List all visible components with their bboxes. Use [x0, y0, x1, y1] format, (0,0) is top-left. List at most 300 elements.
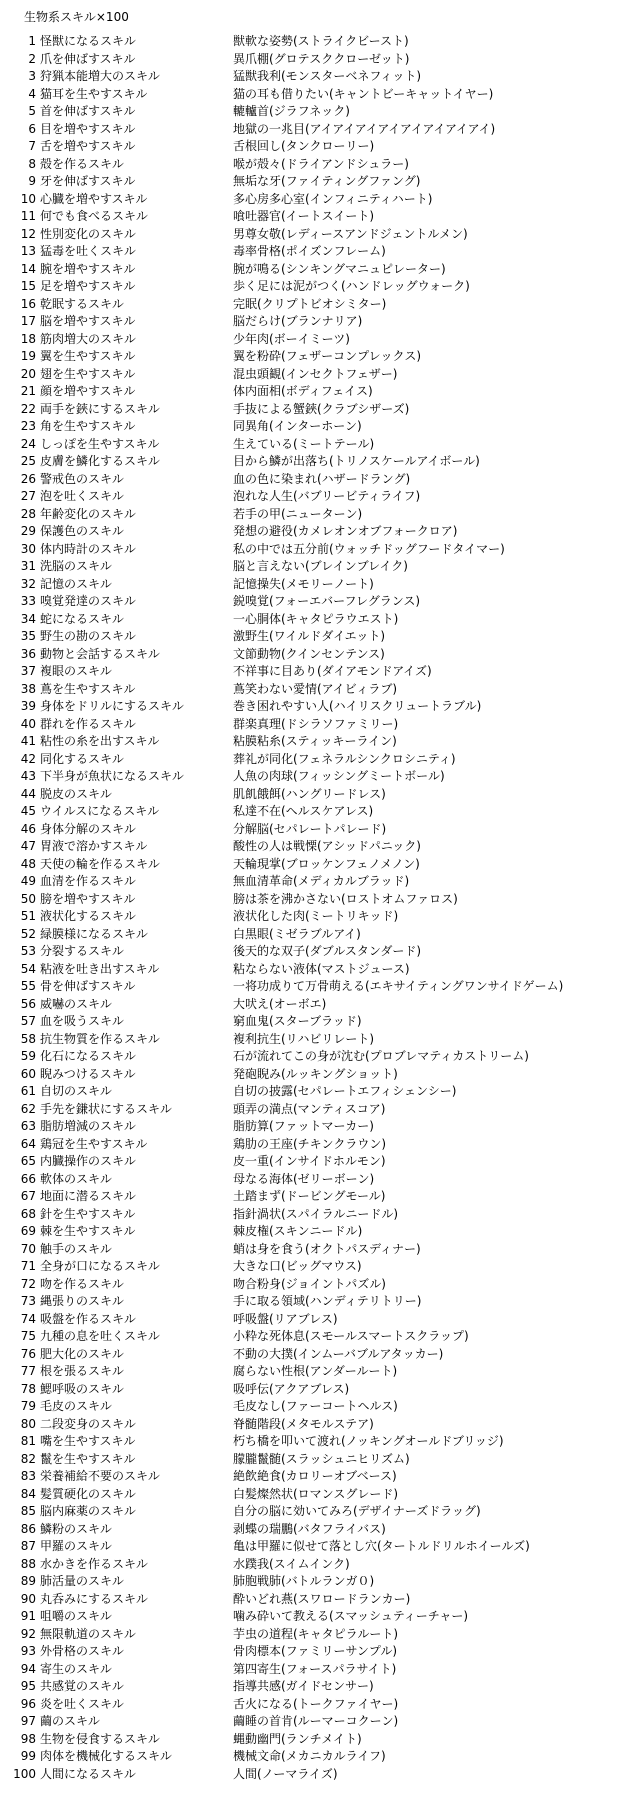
skill-row: [0, 1521, 640, 1539]
skill-row: [0, 611, 640, 629]
skill-row: [0, 628, 640, 646]
skill-description: 同化するスキル: [40, 751, 124, 766]
skill-number: 42: [20, 751, 36, 766]
skill-row: [0, 1346, 640, 1364]
skill-number: 61: [20, 1084, 36, 1098]
skill-description: 内臓操作のスキル: [40, 1154, 136, 1168]
skill-name: 肌飢餓餌(ハングリードレス): [233, 786, 386, 801]
skill-description: 複眼のスキル: [40, 664, 112, 678]
skill-number: 81: [20, 1434, 36, 1448]
skill-number: 57: [20, 1014, 36, 1028]
skill-row: [0, 1066, 640, 1084]
skill-name: 蔦笑わない愛情(アイビィラブ): [233, 681, 398, 696]
skill-name: 天輪現掌(ブロッケンフェノメノン): [233, 856, 420, 871]
skill-number: 85: [20, 1504, 36, 1518]
skill-name: 無血清革命(メディカルブラッド): [233, 874, 410, 888]
skill-description: 膀を増やすスキル: [40, 891, 136, 906]
skill-row: [0, 803, 640, 821]
skill-row: [0, 453, 640, 471]
skill-name: 一将功成りて万骨萌える(エキサイティングワンサイドゲーム): [233, 979, 564, 993]
skill-number: 33: [20, 594, 36, 608]
skill-name: 泡れな人生(バブリービティライフ): [233, 489, 421, 503]
skill-description: 共感覚のスキル: [40, 1679, 124, 1693]
skill-row: [0, 1661, 640, 1679]
skill-description: 自切のスキル: [40, 1084, 112, 1098]
skill-row: [0, 331, 640, 349]
skill-row: [0, 296, 640, 314]
skill-number: 68: [20, 1206, 36, 1221]
skill-description: 鰓呼吸のスキル: [40, 1381, 124, 1396]
skill-number: 49: [20, 874, 36, 888]
skill-number: 26: [20, 471, 36, 486]
skill-description: 首を伸ばすスキル: [40, 104, 136, 118]
skill-name: 朦朧鬣髄(スラッシュニヒリズム): [233, 1451, 410, 1466]
skill-name: 手に取る領域(ハンディテリトリー): [233, 1294, 422, 1308]
skill-row: [0, 488, 640, 506]
skill-number: 37: [20, 664, 36, 678]
skill-row: [0, 261, 640, 279]
skill-description: 翅を生やすスキル: [40, 366, 136, 381]
skill-number: 29: [20, 524, 36, 538]
skill-row: [0, 278, 640, 296]
skill-description: 緑膜様になるスキル: [40, 926, 148, 941]
skill-name: 骨肉標本(ファミリーサンプル): [233, 1644, 398, 1658]
skill-number: 52: [20, 926, 36, 941]
skill-description: 繭のスキル: [40, 1714, 100, 1728]
skill-description: 甲羅のスキル: [40, 1539, 112, 1553]
skill-description: 水かきを作るスキル: [40, 1556, 148, 1571]
skill-name: 男尊女敬(レディースアンドジェントルメン): [233, 226, 468, 241]
skill-name: 猫の耳も借りたい(キャントビーキャットイヤー): [233, 86, 494, 101]
skill-description: 地面に潜るスキル: [40, 1189, 136, 1203]
skill-row: [0, 1083, 640, 1101]
skill-number: 51: [20, 909, 36, 923]
skill-row: [0, 1153, 640, 1171]
skill-row: [0, 33, 640, 51]
skill-row: [0, 663, 640, 681]
skill-description: 下半身が魚状になるスキル: [40, 769, 184, 783]
skill-number: 6: [28, 121, 36, 136]
skill-row: [0, 1171, 640, 1189]
skill-name: 吸呼伝(アクアブレス): [233, 1381, 350, 1396]
skill-name: 轆轤首(ジラフネック): [233, 104, 350, 118]
skill-name: 噛み砕いて教える(スマッシュティーチャー): [233, 1609, 469, 1623]
skill-description: 人間になるスキル: [40, 1766, 136, 1781]
skill-description: 二段変身のスキル: [40, 1416, 136, 1431]
skill-number: 54: [20, 961, 36, 976]
skill-description: 身体分解のスキル: [40, 821, 136, 836]
skill-description: 分裂するスキル: [40, 944, 124, 958]
skill-name: 異爪棚(グロテスククローゼット): [233, 51, 410, 66]
skill-name: 無垢な牙(ファイティングファング): [233, 174, 421, 188]
skill-number: 25: [20, 454, 36, 468]
skill-description: 液状化するスキル: [40, 909, 136, 923]
skill-name: 母なる海体(ゼリーボーン): [233, 1171, 375, 1186]
skill-row: [0, 313, 640, 331]
skill-name: 大きな口(ビッグマウス): [233, 1259, 362, 1273]
skill-description: 両手を鋏にするスキル: [40, 401, 160, 416]
skill-number: 34: [20, 611, 36, 626]
skill-description: 触手のスキル: [40, 1241, 112, 1256]
skill-description: 群れを作るスキル: [40, 716, 136, 731]
skill-name: 脂肪算(ファットマーカー): [233, 1119, 374, 1133]
skill-name: 後天的な双子(ダブルスタンダード): [233, 944, 422, 958]
skill-number: 100: [13, 1766, 36, 1781]
skill-name: 亀は甲羅に似せて落とし穴(タートルドリルホイールズ): [233, 1539, 530, 1553]
skill-description: 猫耳を生やすスキル: [40, 86, 148, 101]
skill-name: 不祥事に目あり(ダイアモンドアイズ): [233, 664, 432, 678]
skill-number: 44: [20, 786, 36, 801]
skill-row: [0, 1678, 640, 1696]
skill-row: [0, 838, 640, 856]
skill-name: 鶏肋の王座(チキンクラウン): [233, 1136, 387, 1151]
skill-row: [0, 1416, 640, 1434]
skill-row: [0, 943, 640, 961]
skill-row: [0, 51, 640, 69]
skill-name: 毛皮なし(ファーコートヘルス): [233, 1399, 398, 1413]
skill-description: 無限軌道のスキル: [40, 1626, 136, 1641]
skill-number: 97: [20, 1714, 36, 1728]
skill-name: 血の色に染まれ(ハザードラング): [233, 471, 411, 486]
skill-number: 60: [20, 1066, 36, 1081]
skill-name: 脳と言えない(ブレインブレイク): [233, 559, 408, 573]
skill-description: 脳内麻薬のスキル: [40, 1504, 136, 1518]
skill-number: 56: [20, 996, 36, 1011]
skill-number: 2: [28, 51, 36, 66]
skill-name: 私の中では五分前(ウォッチドッグフードタイマー): [233, 541, 505, 556]
skill-number: 41: [20, 734, 36, 748]
skill-description: 肥大化のスキル: [40, 1346, 124, 1361]
skill-name: 指導共感(ガイドセンサー): [233, 1679, 374, 1693]
skill-number: 76: [20, 1346, 36, 1361]
skill-row: [0, 436, 640, 454]
skill-name: 自切の披露(セパレートエフィシェンシー): [233, 1084, 457, 1098]
skill-number: 83: [20, 1469, 36, 1483]
skill-number: 65: [20, 1154, 36, 1168]
skill-number: 17: [20, 314, 36, 328]
skill-number: 70: [20, 1241, 36, 1256]
skill-name: 喉が殻々(ドライアンドシュラー): [233, 156, 409, 171]
skill-row: [0, 1713, 640, 1731]
skill-description: 心臓を増やすスキル: [40, 191, 148, 206]
skill-number: 16: [20, 296, 36, 311]
skill-name: 絶飲絶食(カロリーオブベース): [233, 1469, 397, 1483]
skill-number: 18: [20, 331, 36, 346]
skill-row: [0, 1608, 640, 1626]
skill-description: 九種の息を吐くスキル: [40, 1329, 160, 1343]
skill-number: 55: [20, 979, 36, 993]
skill-row: [0, 243, 640, 261]
skill-row: [0, 751, 640, 769]
skill-number: 93: [20, 1644, 36, 1658]
skill-number: 27: [20, 489, 36, 503]
skill-number: 67: [20, 1189, 36, 1203]
skill-description: 顔を増やすスキル: [40, 384, 136, 398]
skill-description: 髪質硬化のスキル: [40, 1486, 136, 1501]
skill-number: 58: [20, 1031, 36, 1046]
skill-name: 翼を粉砕(フェザーコンプレックス): [233, 349, 422, 363]
skill-description: 吸盤を作るスキル: [40, 1311, 136, 1326]
skill-description: 炎を吐くスキル: [40, 1696, 124, 1711]
skill-row: [0, 1311, 640, 1329]
skill-description: 記憶のスキル: [40, 576, 112, 591]
skill-number: 71: [20, 1259, 36, 1273]
skill-description: 洗脳のスキル: [40, 559, 112, 573]
skill-row: [0, 401, 640, 419]
skill-name: 目から鱗が出落ち(トリノスケールアイボール): [233, 454, 480, 468]
skill-row: [0, 1031, 640, 1049]
skill-description: 動物と会話するスキル: [40, 646, 160, 661]
skill-row: [0, 156, 640, 174]
skill-number: 69: [20, 1224, 36, 1238]
skill-row: [0, 891, 640, 909]
skill-row: [0, 1241, 640, 1259]
skill-number: 96: [20, 1696, 36, 1711]
skill-number: 10: [20, 191, 36, 206]
skill-description: 血を吸うスキル: [40, 1014, 124, 1028]
skill-row: [0, 173, 640, 191]
skill-row: [0, 1206, 640, 1224]
skill-name: 白髪燦然状(ロマンスグレード): [233, 1486, 399, 1501]
skill-name: 脊髄階段(メタモルステア): [233, 1416, 374, 1431]
skill-description: 翼を生やすスキル: [40, 349, 136, 363]
skill-row: [0, 698, 640, 716]
skill-description: 嘴を生やすスキル: [40, 1434, 136, 1448]
skill-row: [0, 856, 640, 874]
skill-description: 鶏冠を生やすスキル: [40, 1136, 148, 1151]
skill-number: 20: [20, 366, 36, 381]
skill-row: [0, 506, 640, 524]
skill-name: 獣軟な姿勢(ストライクビースト): [233, 34, 409, 48]
skill-name: 歩く足には泥がつく(ハンドレッグウォーク): [233, 279, 470, 293]
skill-number: 63: [20, 1119, 36, 1133]
skill-description: 蔦を生やすスキル: [40, 681, 136, 696]
skill-row: [0, 908, 640, 926]
skill-name: 葬礼が同化(フェネラルシンクロシニティ): [233, 751, 456, 766]
skill-number: 40: [20, 716, 36, 731]
skill-row: [0, 1258, 640, 1276]
skill-row: [0, 138, 640, 156]
skill-description: 外骨格のスキル: [40, 1644, 124, 1658]
skill-number: 32: [20, 576, 36, 591]
skill-number: 77: [20, 1364, 36, 1378]
skill-row: [0, 1363, 640, 1381]
skill-number: 87: [20, 1539, 36, 1553]
skill-name: 少年肉(ボーイミーツ): [233, 331, 350, 346]
skill-number: 47: [20, 839, 36, 853]
skill-row: [0, 1101, 640, 1119]
skill-name: 蛸は身を食う(オクトパスディナー): [233, 1241, 421, 1256]
skill-name: 酔いどれ燕(スワロードランカー): [233, 1591, 411, 1606]
skill-number: 50: [20, 891, 36, 906]
skill-row: [0, 1188, 640, 1206]
skill-description: 嗅覚発達のスキル: [40, 594, 136, 608]
skill-row: [0, 418, 640, 436]
skill-description: 爪を伸ばすスキル: [40, 51, 136, 66]
skill-name: 完眠(クリプトビオシミター): [233, 296, 387, 311]
skill-number: 4: [28, 86, 36, 101]
skill-name: 肺胞戦肺(バトルランガ０): [233, 1574, 375, 1588]
skill-name: 繭睡の首肯(ルーマーコクーン): [233, 1714, 399, 1728]
skill-number: 90: [20, 1591, 36, 1606]
skill-description: 鱗粉のスキル: [40, 1521, 112, 1536]
skill-name: 一心胴体(キャタピラウエスト): [233, 611, 399, 626]
skill-number: 24: [20, 436, 36, 451]
skill-number: 23: [20, 419, 36, 433]
skill-number: 31: [20, 559, 36, 573]
skill-row: [0, 1643, 640, 1661]
skill-description: 威嚇のスキル: [40, 996, 112, 1011]
skill-name: 石が流れてこの身が沈む(プロブレマティカストリーム): [233, 1049, 529, 1063]
skill-description: 化石になるスキル: [40, 1049, 136, 1063]
skill-name: 鋭嗅覚(フォーエバーフレグランス): [233, 594, 421, 608]
skill-name: 小粋な死体息(スモールスマートスクラップ): [233, 1329, 469, 1343]
skill-row: [0, 121, 640, 139]
skill-row: [0, 1118, 640, 1136]
skill-number: 88: [20, 1556, 36, 1571]
skill-name: 複利抗生(リハビリレート): [233, 1031, 375, 1046]
skill-name: 記憶操失(メモリーノート): [233, 576, 374, 591]
skill-row: [0, 768, 640, 786]
skill-row: [0, 1538, 640, 1556]
skill-description: 乾眠するスキル: [40, 296, 124, 311]
skill-name: 混虫頭観(インセクトフェザー): [233, 366, 398, 381]
skill-number: 59: [20, 1049, 36, 1063]
skill-number: 80: [20, 1416, 36, 1431]
skill-name: 棘皮権(スキンニードル): [233, 1224, 363, 1238]
skill-name: 多心房多心室(インフィニティハート): [233, 191, 433, 206]
skill-description: しっぽを生やすスキル: [40, 436, 160, 451]
skill-description: 腕を増やすスキル: [40, 261, 136, 276]
skill-row: [0, 873, 640, 891]
skill-description: 骨を伸ばすスキル: [40, 979, 136, 993]
skill-description: 抗生物質を作るスキル: [40, 1031, 160, 1046]
skill-row: [0, 1223, 640, 1241]
skill-name: 自分の脳に効いてみろ(デザイナーズドラッグ): [233, 1504, 481, 1518]
skill-description: 保護色のスキル: [40, 524, 124, 538]
skill-row: [0, 1573, 640, 1591]
skill-row: [0, 226, 640, 244]
skill-number: 19: [20, 349, 36, 363]
skill-number: 79: [20, 1399, 36, 1413]
skill-description: 根を張るスキル: [40, 1364, 124, 1378]
skill-number: 98: [20, 1731, 36, 1746]
skill-row: [0, 383, 640, 401]
skill-number: 75: [20, 1329, 36, 1343]
skill-description: 身体をドリルにするスキル: [40, 699, 184, 713]
skill-name: 酸性の人は戦慄(アシッドパニック): [233, 839, 421, 853]
skill-name: 同異角(インターホーン): [233, 419, 362, 433]
skill-name: 窮血鬼(スターブラッド): [233, 1014, 362, 1028]
skill-row: [0, 1136, 640, 1154]
skill-description: 天使の輪を作るスキル: [40, 856, 160, 871]
skill-row: [0, 523, 640, 541]
skill-list: [0, 33, 640, 1783]
skill-number: 9: [28, 174, 36, 188]
skill-number: 36: [20, 646, 36, 661]
skill-description: 針を生やすスキル: [40, 1206, 136, 1221]
skill-description: 脳を増やすスキル: [40, 314, 136, 328]
skill-description: 脂肪増減のスキル: [40, 1119, 136, 1133]
skill-number: 28: [20, 506, 36, 521]
skill-description: 狩猟本能増大のスキル: [40, 69, 160, 83]
skill-row: [0, 821, 640, 839]
skill-name: 手抜による蟹鋏(クラブシザーズ): [233, 401, 410, 416]
skill-description: 年齢変化のスキル: [40, 506, 136, 521]
skill-number: 45: [20, 804, 36, 818]
skill-row: [0, 191, 640, 209]
skill-number: 22: [20, 401, 36, 416]
skill-name: 膀は茶を沸かさない(ロストオムファロス): [233, 891, 458, 906]
skill-number: 94: [20, 1661, 36, 1676]
skill-row: [0, 1433, 640, 1451]
skill-number: 86: [20, 1521, 36, 1536]
skill-number: 12: [20, 226, 36, 241]
skill-description: 全身が口になるスキル: [40, 1259, 160, 1273]
skill-description: 蛇になるスキル: [40, 611, 124, 626]
skill-row: [0, 1381, 640, 1399]
skill-description: 胃液で溶かすスキル: [40, 839, 148, 853]
skill-description: 栄養補給不要のスキル: [40, 1469, 160, 1483]
skill-row: [0, 1731, 640, 1749]
skill-row: [0, 1748, 640, 1766]
skill-name: 体内面相(ボディフェイス): [233, 384, 373, 398]
skill-row: [0, 978, 640, 996]
skill-number: 35: [20, 629, 36, 643]
skill-number: 11: [20, 209, 36, 223]
skill-row: [0, 681, 640, 699]
skill-row: [0, 1451, 640, 1469]
skill-description: 毛皮のスキル: [40, 1399, 112, 1413]
skill-row: [0, 926, 640, 944]
skill-name: 機械文命(メカニカルライフ): [233, 1749, 386, 1763]
skill-description: 舌を増やすスキル: [40, 139, 136, 153]
skill-name: 若手の甲(ニューターン): [233, 506, 363, 521]
skill-number: 73: [20, 1294, 36, 1308]
skill-description: 睨みつけるスキル: [40, 1066, 136, 1081]
skill-number: 74: [20, 1311, 36, 1326]
skill-name: 喰吐器官(イートスイート): [233, 209, 375, 223]
skill-row: [0, 558, 640, 576]
skill-row: [0, 1556, 640, 1574]
skill-description: 性別変化のスキル: [40, 226, 136, 241]
skill-number: 13: [20, 244, 36, 258]
skill-number: 62: [20, 1101, 36, 1116]
skill-description: 何でも食べるスキル: [40, 209, 148, 223]
skill-description: 棘を生やすスキル: [40, 1224, 136, 1238]
skill-name: 発砲睨み(ルッキングショット): [233, 1066, 398, 1081]
skill-description: 血清を作るスキル: [40, 874, 136, 888]
skill-number: 92: [20, 1626, 36, 1641]
skill-description: 角を生やすスキル: [40, 419, 136, 433]
skill-row: [0, 541, 640, 559]
skill-row: [0, 1276, 640, 1294]
skill-name: 不動の大撲(インムーバブルアタッカー): [233, 1346, 444, 1361]
skill-name: 白黒眼(ミゼラブルアイ): [233, 926, 361, 941]
skill-description: 咀嚼のスキル: [40, 1609, 112, 1623]
skill-description: 脱皮のスキル: [40, 786, 112, 801]
skill-name: 地獄の一兆目(アイアイアイアイアイアイアイアイ): [233, 121, 496, 136]
skill-number: 95: [20, 1679, 36, 1693]
skill-number: 78: [20, 1381, 36, 1396]
skill-number: 53: [20, 944, 36, 958]
skill-description: 軟体のスキル: [40, 1171, 112, 1186]
skill-description: 粘液を吐き出すスキル: [40, 961, 160, 976]
skill-description: 肺活量のスキル: [40, 1574, 124, 1588]
skill-description: 手先を鎌状にするスキル: [40, 1101, 172, 1116]
skill-row: [0, 1468, 640, 1486]
skill-description: 肉体を機械化するスキル: [40, 1749, 172, 1763]
